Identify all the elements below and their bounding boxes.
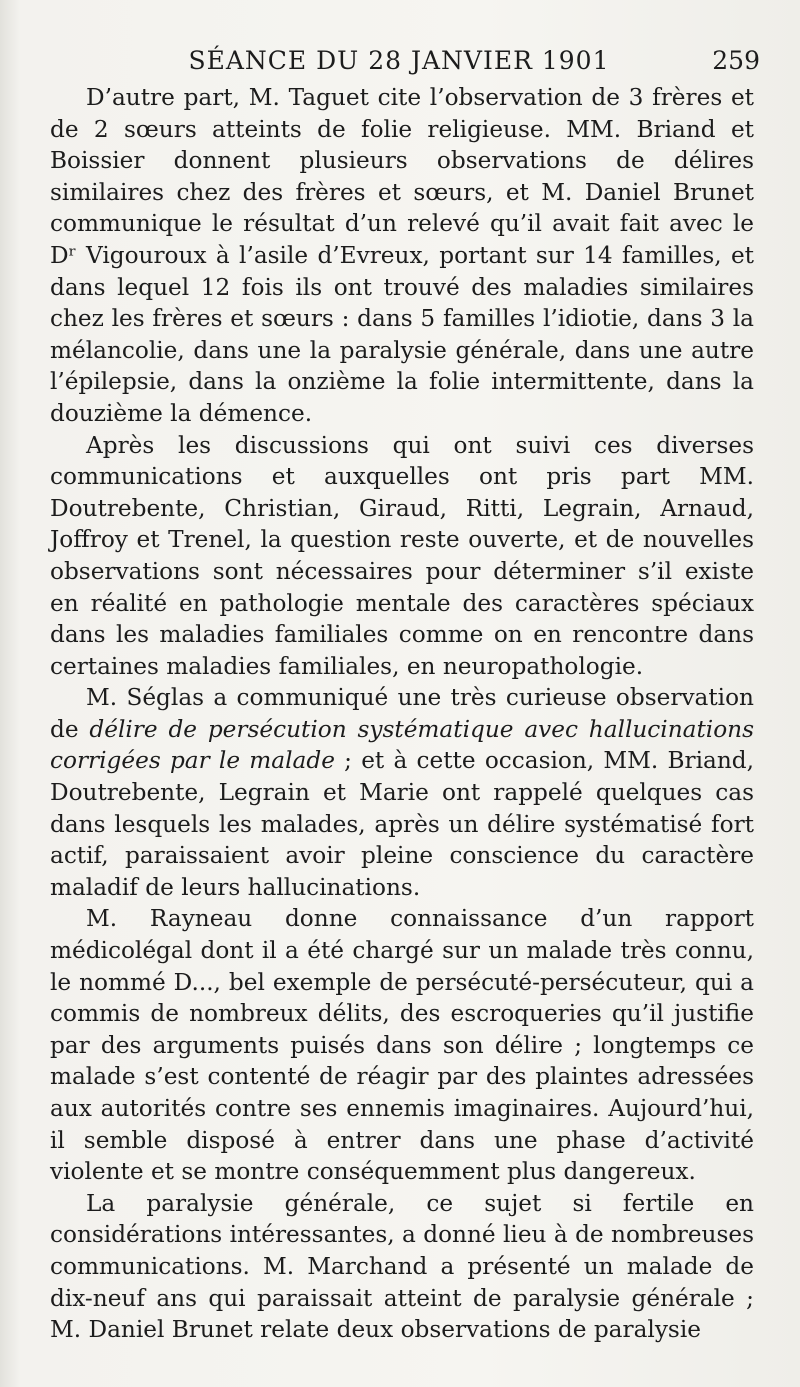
paragraph-seglas-italic-title: délire de persécution systématique avec hallucinations corrigées par le malade xyxy=(50,715,754,775)
paragraph-seglas-text-b: ; et à cette occasion, MM. Briand, Doutrebente, Legrain et Marie ont rappelé quelques cas dans lesquels les malades, après un délire systématisé fort actif, paraissaient avoir pleine conscience du caractère maladif de leurs hallucinations. xyxy=(50,747,754,901)
paragraph-rayneau: M. Rayneau donne connaissance d’un rapport médicolégal dont il a été chargé sur un malade très connu, le nommé D..., bel exemple de persécuté-persécuteur, qui a commis de nombreux délits, des escroqueries qu’il justifie par des arguments puisés dans son délire ; longtemps ce malade s’est contenté de réagir par des plaintes adressées aux autorités contre ses ennemis imaginaires. Aujourd’hui, il semble disposé à entrer dans une phase d’activité violente et se montre conséquemment plus dangereux. xyxy=(50,905,754,1186)
page-number: 259 xyxy=(712,45,760,75)
paragraph-seglas-text-a: M. Séglas a communiqué une très curieuse observation de xyxy=(50,684,754,743)
paragraph-taguet: D’autre part, M. Taguet cite l’observation de 3 frères et de 2 sœurs atteints de folie religieuse. MM. Briand et Boissier donnent plusieurs observations de délires similaires chez des frères et sœurs, et M. Daniel Brunet communique le résultat d’un relevé qu’il avait fait avec le Dʳ Vigouroux à l’asile d’Evreux, portant sur 14 familles, et dans lequel 12 fois ils ont trouvé des maladies similaires chez les frères et sœurs : dans 5 familles l’idiotie, dans 3 la mélancolie, dans une la paralysie générale, dans une autre l’épilepsie, dans la onzième la folie intermittente, dans la douzième la démence. xyxy=(50,84,754,427)
running-header xyxy=(48,40,760,80)
running-title: SÉANCE DU 28 JANVIER 1901 xyxy=(188,45,610,75)
paragraph-paralysie: La paralysie générale, ce sujet si fertile en considérations intéressantes, a donné lieu à de nombreuses communications. M. Marchand a présenté un malade de dix-neuf ans qui paraissait atteint de paralysie générale ; M. Daniel Brunet relate deux observations de paralysie xyxy=(50,1189,754,1344)
page-body xyxy=(50,82,754,1346)
paragraph-discussions: Après les discussions qui ont suivi ces diverses communications et auxquelles ont pris part MM. Doutrebente, Christian, Giraud, Ritti, Legrain, Arnaud, Joffroy et Trenel, la question reste ouverte, et de nouvelles observations sont nécessaires pour déterminer s’il existe en réalité en pathologie mentale des caractères spéciaux dans les maladies familiales comme on en rencontre dans certaines maladies familiales, en neuropathologie. xyxy=(50,431,754,680)
paragraph-seglas xyxy=(50,682,754,903)
